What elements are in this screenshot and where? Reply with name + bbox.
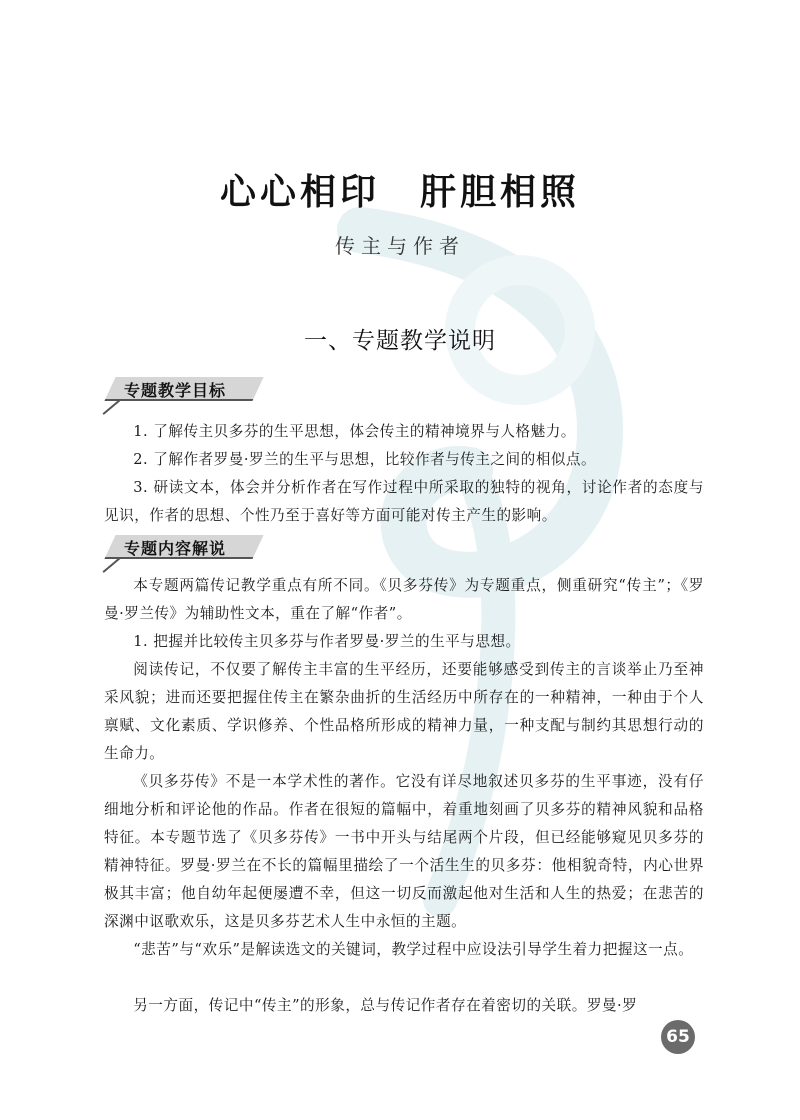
goals-label: 专题教学目标 [124,381,227,400]
goal-item-3: 3. 研读文本，体会并分析作者在写作过程中所采取的独特的视角，讨论作者的态度与见识，作者的思想、个性乃至于喜好等方面可能对传主产生的影响。 [104,479,704,524]
content-paragraph-1: 本专题两篇传记教学重点有所不同。《贝多芬传》为专题重点，侧重研究“传主”；《罗曼·罗兰传》为辅助性文本，重在了解“作者”。 [104,577,704,622]
subheader-tab-line [103,557,121,573]
content-paragraph-4: 《贝多芬传》不是一本学术性的著作。它没有详尽地叙述贝多芬的生平事迹，没有仔细地分析和评论他的作品。作者在很短的篇幅中，着重地刻画了贝多芬的精神风貌和品格特征。本专题节选了《贝多芬传》一书中开头与结尾两个片段，但已经能够窥见贝多芬的精神特征。罗曼·罗兰在不长的篇幅里描绘了一个活生生的贝多芬：他相貌奇特，内心世界极其丰富；他自幼年起便屡遭不幸，但这一切反而激起他对生活和人生的热爱；在悲苦的深渊中讴歌欢乐，这是贝多芬艺术人生中永恒的主题。 [104,773,704,930]
subheader-tab-line [103,399,121,415]
goal-item-2: 2. 了解作者罗曼·罗兰的生平与思想，比较作者与传主之间的相似点。 [133,451,597,468]
content-paragraph-3: 阅读传记，不仅要了解传主丰富的生平经历，还要能够感受到传主的言谈举止乃至神采风貌；进而还要把握住传主在繁杂曲折的生活经历中所存在的一种精神，一种由于个人禀赋、文化素质、学识修养、个性品格所形成的精神力量，一种支配与制约其思想行动的生命力。 [104,661,704,762]
content-paragraph-6: 另一方面，传记中“传主”的形象，总与传记作者存在着密切的关联。罗曼·罗 [133,997,638,1014]
content-label: 专题内容解说 [124,539,227,558]
main-title: 心心相印 肝胆相照 [219,172,580,213]
section-title: 一、专题教学说明 [304,328,496,354]
goal-item-1: 1. 了解传主贝多芬的生平思想，体会传主的精神境界与人格魅力。 [133,423,576,440]
content-paragraph-5: “悲苦”与“欢乐”是解读选文的关键词，教学过程中应设法引导学生着力把握这一点。 [133,941,694,958]
page-number-badge: 65 [661,1020,695,1054]
content-paragraph-2: 1. 把握并比较传主贝多芬与作者罗曼·罗兰的生平与思想。 [133,633,521,650]
goals-subheader [104,377,264,401]
content-subheader [104,535,264,559]
subtitle: 传主与作者 [335,234,465,258]
